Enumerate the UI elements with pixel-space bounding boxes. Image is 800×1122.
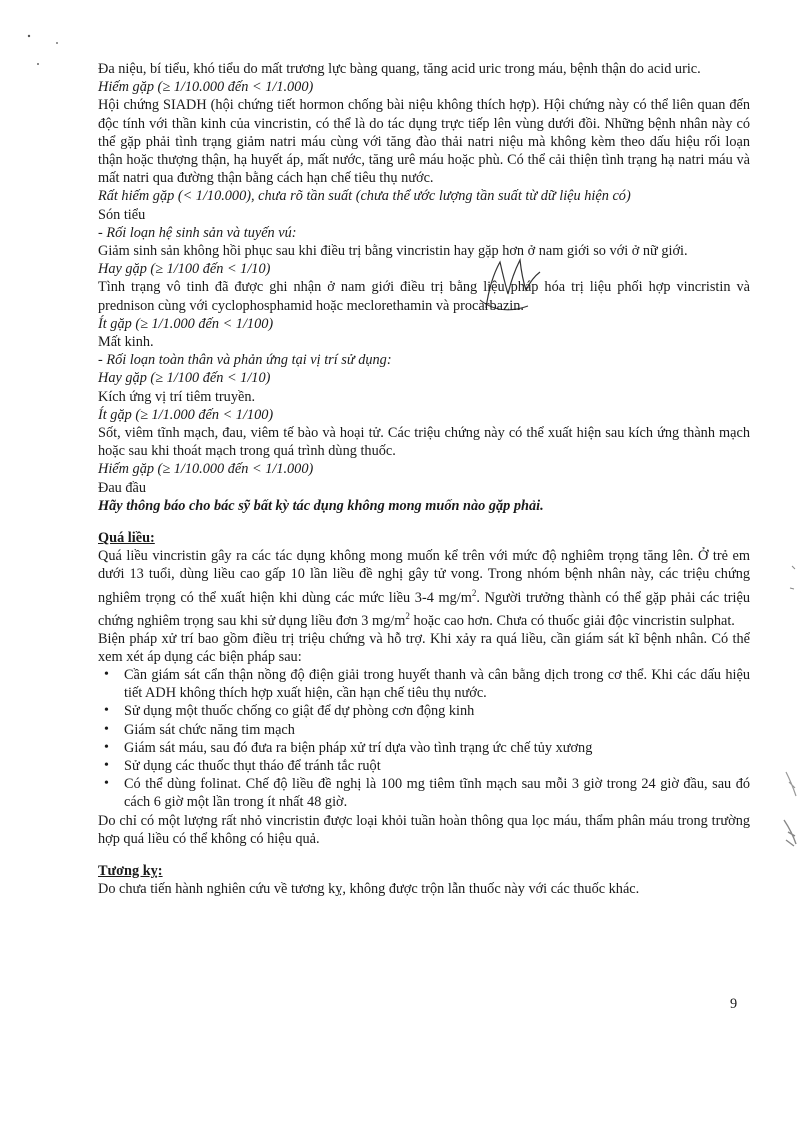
frequency-heading: Hiếm gặp (≥ 1/10.000 đến < 1/1.000) xyxy=(98,79,314,96)
text-paragraph: Hội chứng SIADH (hội chứng tiết hormon chống bài niệu không thích hợp). Hội chứng này có thể liên quan đến độc tính với thần kinh của vincristin, có thể là do tác dụng trực tiếp lên vùng dưới đồi. Những bệnh nhân này có thể gặp phải tình trạng giảm natri máu cùng với tăng đào thải natri niệu mà không kèm theo dấu hiệu rối loạn thận hoặc thượng thận, hạ huyết áp, mất nước, tăng urê máu hoặc phù. Có thể cải thiện tình trạng hạ natri máu và mất natri qua đường thận bằng cách hạn chế tiêu thụ nước. xyxy=(98,97,750,187)
page-content xyxy=(98,60,750,898)
overdose-paragraph-3: Do chỉ có một lượng rất nhỏ vincristin được loại khỏi tuần hoàn thông qua lọc máu, thẩm phân máu trong trường hợp quá liều có thể không có hiệu quả. xyxy=(98,812,750,847)
incompatibility-heading: Tương kỵ: xyxy=(98,863,163,880)
text-paragraph: Són tiểu xyxy=(98,206,146,223)
report-notice: Hãy thông báo cho bác sỹ bất kỳ tác dụng không mong muốn nào gặp phải. xyxy=(98,497,544,514)
frequency-heading: Rất hiếm gặp (< 1/10.000), chưa rõ tần suất (chưa thể ước lượng tần suất từ dữ liệu hiện có) xyxy=(98,188,631,205)
list-item: • Có thể dùng folinat. Chế độ liều đề nghị là 100 mg tiêm tĩnh mạch sau mỗi 3 giờ trong 24 giờ đầu, sau đó cách 6 giờ một lần trong ít nhất 48 giờ. xyxy=(124,775,750,811)
superscript: 2 xyxy=(405,610,410,621)
frequency-heading: Ít gặp (≥ 1/1.000 đến < 1/100) xyxy=(98,315,274,332)
text-paragraph: Mất kinh. xyxy=(98,334,154,351)
category-heading: - Rối loạn hệ sinh sản và tuyến vú: xyxy=(98,224,297,241)
list-item: • Giám sát máu, sau đó đưa ra biện pháp xử trí dựa vào tình trạng ức chế tủy xương xyxy=(124,739,750,757)
text-paragraph: Đa niệu, bí tiểu, khó tiểu do mất trương lực bàng quang, tăng acid uric trong máu, bệnh thận do acid uric. xyxy=(98,61,701,77)
overdose-text: Quá liều vincristin gây ra các tác dụng không mong muốn kể trên với mức độ nghiêm trọng tăng lên. Ở trẻ em dưới 13 tuổi, dùng liều cao gấp 10 lần liều đề nghị gây tử vong. Trong nhóm bệnh nhân này, các triệu chứng nghiêm trọng có thể xuất hiện khi dùng các mức liều 3-4 mg/m xyxy=(98,548,750,606)
list-item: • Sử dụng một thuốc chống co giật để dự phòng cơn động kinh xyxy=(124,702,750,720)
overdose-text: . Người trưởng thành có thể gặp phải các triệu chứng nghiêm trọng sau khi sử dụng liều đơn 3 mg/m xyxy=(98,589,750,629)
text-paragraph: Tình trạng vô tinh đã được ghi nhận ở nam giới điều trị bằng liệu pháp hóa trị liệu phối hợp vincristin và prednison cùng với cyclophosphamid hoặc meclorethamin và procarbazin. xyxy=(98,279,750,314)
category-heading: - Rối loạn toàn thân và phản ứng tại vị trí sử dụng: xyxy=(98,352,392,369)
page-number: 9 xyxy=(730,996,738,1012)
adverse-effects-section xyxy=(98,60,750,515)
text-paragraph: Đau đầu xyxy=(98,479,147,496)
list-item: • Giám sát chức năng tim mạch xyxy=(124,721,750,739)
frequency-heading: Hay gặp (≥ 1/100 đến < 1/10) xyxy=(98,370,271,387)
text-paragraph: Kích ứng vị trí tiêm truyền. xyxy=(98,388,256,405)
text-paragraph: Sốt, viêm tĩnh mạch, đau, viêm tế bào và hoại tử. Các triệu chứng này có thể xuất hiện sau kích ứng thành mạch hoặc sau khi thoát mạch trong quá trình dùng thuốc. xyxy=(98,425,750,460)
incompatibility-text: Do chưa tiến hành nghiên cứu về tương kỵ, không được trộn lẫn thuốc này với các thuốc khác. xyxy=(98,881,640,898)
overdose-paragraph-1 xyxy=(98,547,750,629)
overdose-heading: Quá liều: xyxy=(98,530,155,547)
text-paragraph: Giảm sinh sản không hồi phục sau khi điều trị bằng vincristin hay gặp hơn ở nam giới so với ở nữ giới. xyxy=(98,243,688,260)
overdose-section xyxy=(98,529,750,848)
list-item: • Sử dụng các thuốc thụt tháo để tránh tắc ruột xyxy=(124,757,750,775)
overdose-measures-list xyxy=(98,666,750,812)
overdose-text: hoặc cao hơn. Chưa có thuốc giải độc vincristin sulphat. xyxy=(409,612,735,629)
overdose-paragraph-2: Biện pháp xử trí bao gồm điều trị triệu chứng và hỗ trợ. Khi xảy ra quá liều, cần giám sát kĩ bệnh nhân. Có thể xem xét áp dụng các biện pháp sau: xyxy=(98,630,750,665)
superscript: 2 xyxy=(471,587,477,598)
list-item: • Cần giám sát cẩn thận nồng độ điện giải trong huyết thanh và cân bằng dịch trong cơ thể. Khi các dấu hiệu tiết ADH không thích hợp xuất hiện, cần hạn chế tiêu thụ nước. xyxy=(124,666,750,702)
frequency-heading: Hiếm gặp (≥ 1/10.000 đến < 1/1.000) xyxy=(98,461,314,478)
frequency-heading: Ít gặp (≥ 1/1.000 đến < 1/100) xyxy=(98,406,274,423)
frequency-heading: Hay gặp (≥ 1/100 đến < 1/10) xyxy=(98,261,271,278)
incompatibility-section xyxy=(98,862,750,898)
